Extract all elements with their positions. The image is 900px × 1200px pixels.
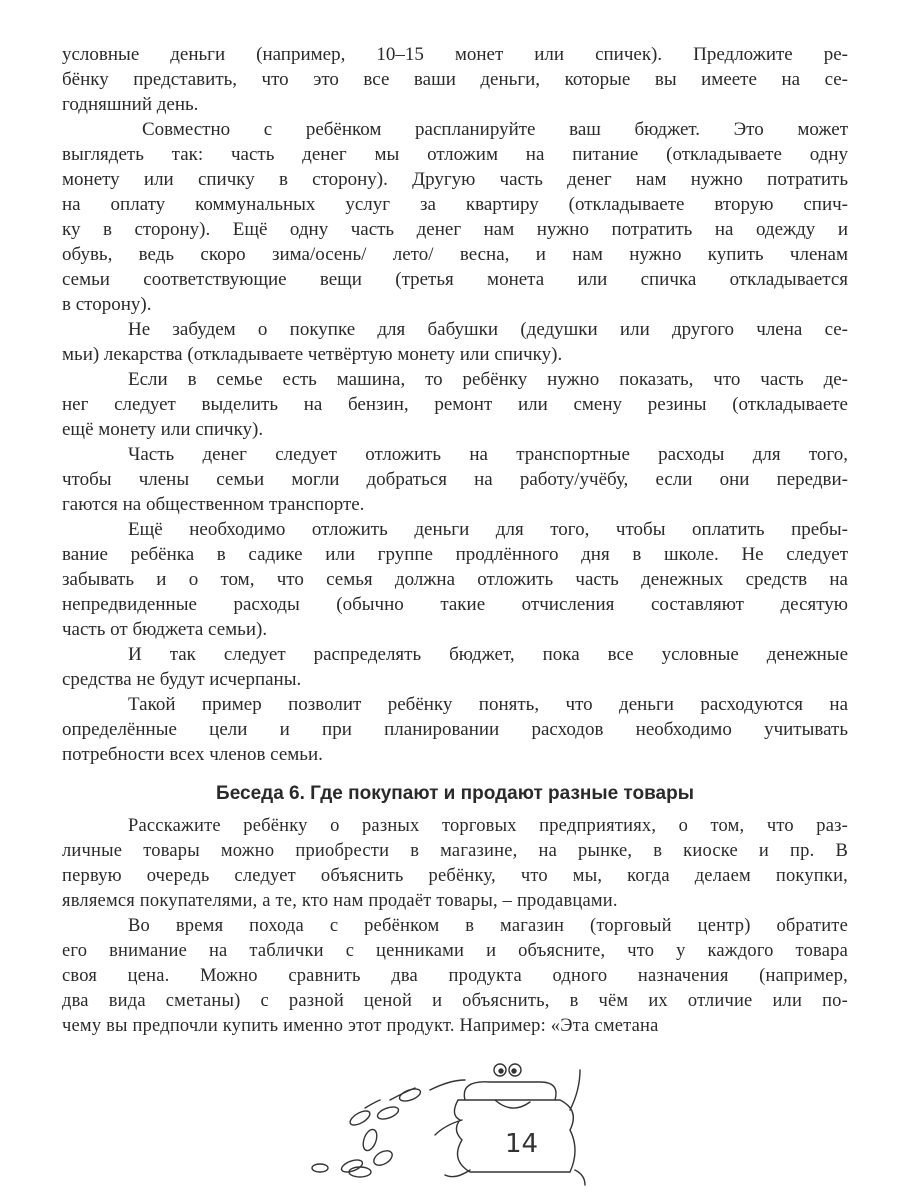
purse-illustration: [280, 1040, 620, 1190]
text-line: вание ребёнка в садике или группе продлённого дня в школе. Не следует: [62, 544, 848, 565]
text-line: своя цена. Можно сравнить два продукта одного назначения (например,: [62, 966, 848, 986]
text-line: И так следует распределять бюджет, пока все условные денежные: [128, 644, 848, 665]
text-line: монету или спичку в сторону). Другую часть денег нам нужно потратить: [62, 169, 848, 190]
body-text-top: [62, 42, 848, 767]
text-line: годняшний день.: [62, 94, 199, 115]
text-line: два вида сметаны) с разной ценой и объяснить, в чём их отличие или по-: [62, 991, 848, 1011]
text-line: нег следует выделить на бензин, ремонт или смену резины (откладываете: [62, 394, 848, 415]
coin-icon: [348, 1108, 372, 1128]
text-line: потребности всех членов семьи.: [62, 744, 323, 765]
coin-icon: [376, 1105, 400, 1122]
text-line: первую очередь следует объяснить ребёнку, что мы, когда делаем покупки,: [62, 866, 848, 886]
text-line: чтобы члены семьи могли добраться на работу/учёбу, если они передви-: [62, 469, 848, 490]
document-page: [62, 42, 848, 1039]
paragraph: [62, 692, 848, 767]
coin-icon: [312, 1164, 328, 1172]
paragraph: [62, 317, 848, 367]
paragraph: [62, 117, 848, 317]
paragraph: [62, 517, 848, 642]
section-heading: Беседа 6. Где покупают и продают разные товары: [216, 783, 694, 804]
text-line: забывать и о том, что семья должна отложить часть денежных средств на: [62, 569, 848, 590]
text-line: Совместно с ребёнком распланируйте ваш бюджет. Это может: [142, 119, 848, 140]
text-line: Не забудем о покупке для бабушки (дедушки или другого члена се-: [128, 319, 848, 340]
coin-icon: [371, 1148, 394, 1168]
text-line: средства не будут исчерпаны.: [62, 669, 302, 690]
text-line: ещё монету или спичку).: [62, 419, 264, 440]
paragraph: [62, 642, 848, 692]
text-line: часть от бюджета семьи).: [62, 619, 268, 640]
text-line: мьи) лекарства (откладываете четвёртую монету или спичку).: [62, 344, 563, 365]
text-line: непредвиденные расходы (обычно такие отчисления составляют десятую: [62, 594, 848, 615]
paragraph: [62, 42, 848, 117]
paragraph: [62, 367, 848, 442]
paragraph: [62, 442, 848, 517]
text-line: личные товары можно приобрести в магазине, на рынке, в киоске и пр. В: [62, 841, 848, 861]
text-line: ку в сторону). Ещё одну часть денег нам нужно потратить на одежду и: [62, 219, 848, 240]
coin-icon: [349, 1167, 371, 1177]
text-line: Такой пример позволит ребёнку понять, что деньги расходуются на: [128, 694, 848, 715]
coin-icon: [398, 1087, 422, 1104]
text-line: бёнку представить, что это все ваши деньги, которые вы имеете на се-: [62, 69, 848, 90]
text-line: определённые цели и при планировании расходов необходимо учитывать: [62, 719, 848, 740]
coin-icon: [361, 1128, 380, 1153]
text-line: Расскажите ребёнку о разных торговых предприятиях, о том, что раз-: [128, 816, 848, 836]
text-line: Часть денег следует отложить на транспортные расходы для того,: [128, 444, 848, 465]
page-number: 14: [505, 1129, 539, 1159]
paragraph: [62, 914, 848, 1039]
text-line: на оплату коммунальных услуг за квартиру (откладываете вторую спич-: [62, 194, 848, 215]
text-line: чему вы предпочли купить именно этот продукт. Например: «Эта сметана: [62, 1016, 659, 1036]
body-text-bottom: [62, 814, 848, 1039]
text-line: условные деньги (например, 10–15 монет или спичек). Предложите ре-: [62, 44, 848, 65]
text-line: являемся покупателями, а те, кто нам продаёт товары, – продавцами.: [62, 891, 618, 911]
paragraph: [62, 814, 848, 914]
text-line: семьи соответствующие вещи (третья монета или спичка откладывается: [62, 269, 848, 290]
text-line: обувь, ведь скоро зима/осень/ лето/ весна, и нам нужно купить членам: [62, 244, 848, 265]
text-line: выглядеть так: часть денег мы отложим на питание (откладываете одну: [62, 144, 848, 165]
text-line: в сторону).: [62, 294, 152, 315]
coin-icon: [340, 1158, 364, 1175]
text-line: Во время похода с ребёнком в магазин (торговый центр) обратите: [128, 916, 848, 936]
text-line: его внимание на таблички с ценниками и объясните, что у каждого товара: [62, 941, 848, 961]
text-line: Если в семье есть машина, то ребёнку нужно показать, что часть де-: [128, 369, 848, 390]
text-line: гаются на общественном транспорте.: [62, 494, 365, 515]
text-line: Ещё необходимо отложить деньги для того, чтобы оплатить пребы-: [128, 519, 848, 540]
